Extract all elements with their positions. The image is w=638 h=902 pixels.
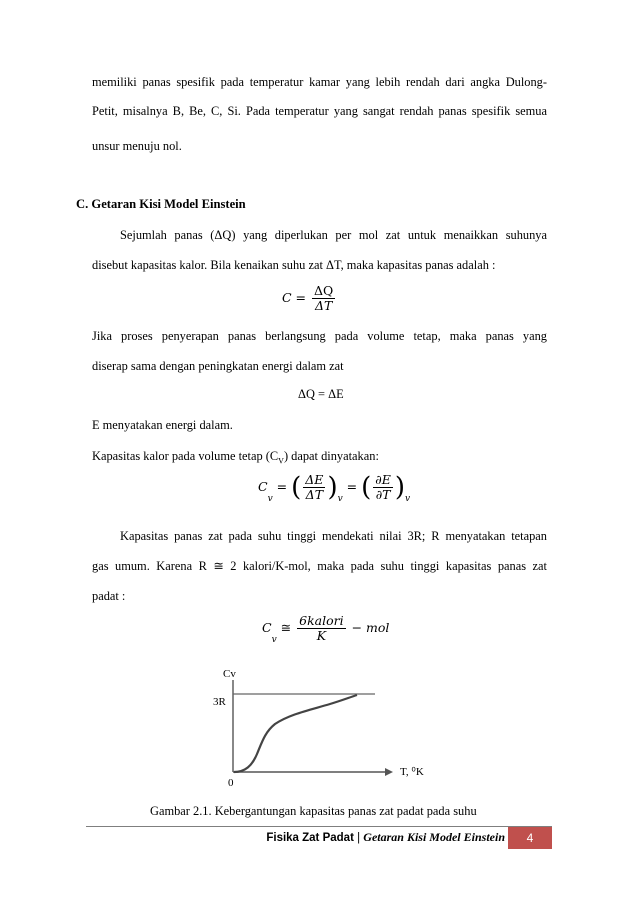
origin-label: 0 <box>228 777 234 789</box>
paren-open: ( <box>291 472 302 503</box>
eq1-lhs: C = <box>282 290 307 305</box>
eq4-den: K <box>316 628 327 643</box>
paragraph-line: Sejumlah panas (ΔQ) yang diperlukan per mol zat untuk menaikkan suhunya <box>120 228 547 242</box>
eq4-lhs-sub: v <box>271 635 277 645</box>
heat-capacity-graph <box>205 660 445 790</box>
eq4-num: 6kalori <box>299 613 344 628</box>
eq4-approx: ≅ <box>280 620 292 635</box>
cv-text-prefix: Kapasitas kalor pada volume tetap (C <box>92 449 279 463</box>
eq4-tail: − mol <box>351 620 390 635</box>
paren-close: ) <box>327 472 338 503</box>
eq4-fraction <box>297 614 345 643</box>
figure-caption: Gambar 2.1. Kebergantungan kapasitas panas zat padat pada suhu <box>150 804 477 818</box>
eq3-fraction-2 <box>373 473 393 502</box>
equation-heat-capacity <box>282 284 337 313</box>
y-tick-3r: 3R <box>213 696 226 708</box>
paragraph-line: disebut kapasitas kalor. Bila kenaikan suhu zat ΔT, maka kapasitas panas adalah : <box>92 258 496 272</box>
eq3-lhs: C <box>258 479 268 494</box>
cv-text-sub: V <box>278 456 284 466</box>
paragraph-line: memiliki panas spesifik pada temperatur kamar yang lebih rendah dari angka Dulong- <box>92 75 547 89</box>
eq3-fraction-1 <box>303 473 325 502</box>
eq3-f2-num: ∂E <box>375 472 391 487</box>
x-axis-arrow-icon <box>385 768 393 776</box>
eq1-numerator: ΔQ <box>314 283 334 298</box>
paragraph-line: diserap sama dengan peningkatan energi dalam zat <box>92 359 344 373</box>
footer-course: Fisika Zat Padat <box>266 832 354 844</box>
eq3-f2-den: ∂T <box>375 487 391 502</box>
eq3-equals-2: = <box>346 479 358 494</box>
cv-curve <box>234 695 357 772</box>
footer-separator: | <box>353 832 364 844</box>
eq1-fraction <box>312 284 335 313</box>
page-footer <box>86 827 552 847</box>
paren-close: ) <box>394 472 406 503</box>
paragraph-line: Kapasitas panas zat pada suhu tinggi mendekati nilai 3R; R menyatakan tetapan <box>120 529 547 543</box>
eq3-lhs-sub: v <box>267 494 273 504</box>
section-heading: C. Getaran Kisi Model Einstein <box>76 197 246 211</box>
cv-text-suffix: ) dapat dinyatakan: <box>283 449 379 463</box>
eq4-lhs: C <box>262 620 272 635</box>
eq3-sub-1: v <box>337 494 343 504</box>
equation-cv-derivative <box>258 473 410 504</box>
page-number: 4 <box>508 827 552 849</box>
paren-open: ( <box>361 472 372 503</box>
paragraph-line: gas umum. Karena R ≅ 2 kalori/K-mol, maka pada suhu tinggi kapasitas panas zat <box>92 559 547 573</box>
footer-chapter: Getaran Kisi Model Einstein <box>363 830 505 844</box>
eq3-f1-num: ΔE <box>305 472 324 487</box>
eq1-denominator: ΔT <box>314 298 333 313</box>
x-axis-label: T, ⁰K <box>400 766 424 778</box>
eq3-f1-den: ΔT <box>305 487 324 502</box>
paragraph-line: Petit, misalnya B, Be, C, Si. Pada temperatur yang sangat rendah panas spesifik semua <box>92 104 547 118</box>
paragraph-line <box>92 448 547 469</box>
y-axis-label: Cv <box>223 668 236 680</box>
footer-running-title <box>266 830 505 845</box>
eq3-sub-2: v <box>405 494 411 504</box>
paragraph-line: padat : <box>92 589 126 603</box>
equation-energy: ΔQ = ΔE <box>298 387 344 401</box>
paragraph-line: Jika proses penyerapan panas berlangsung pada volume tetap, maka panas yang <box>92 329 547 343</box>
equation-cv-high-temp <box>262 614 389 645</box>
paragraph-line: unsur menuju nol. <box>92 139 182 153</box>
eq3-equals: = <box>276 479 288 494</box>
paragraph-line: E menyatakan energi dalam. <box>92 418 233 432</box>
